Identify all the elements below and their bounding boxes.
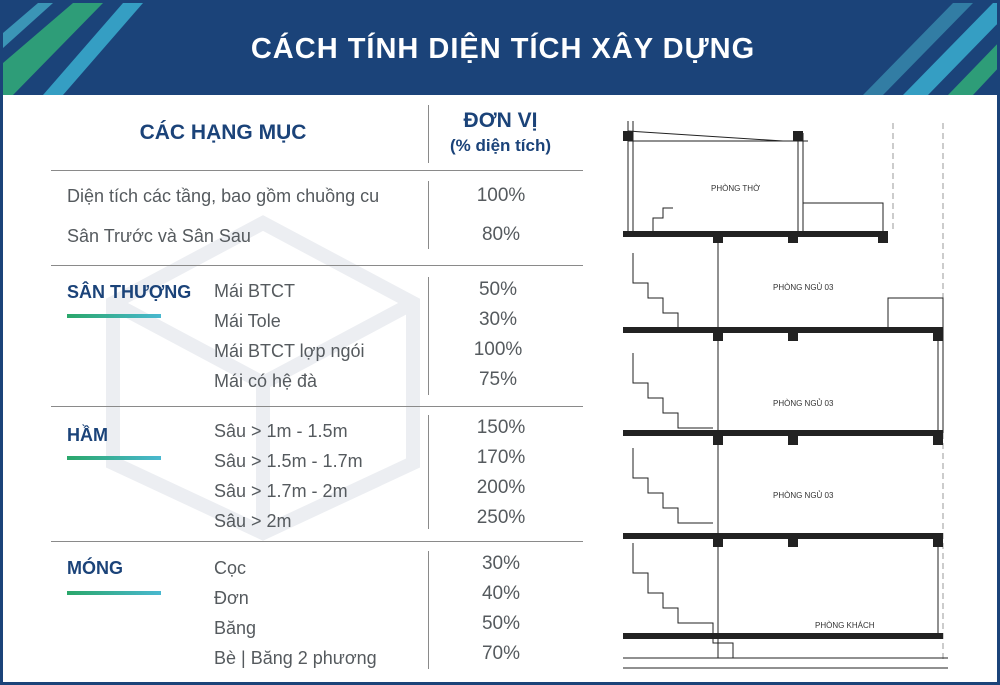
- mong-row-value: 30%: [481, 553, 521, 574]
- mong-row-label: Đơn: [214, 588, 249, 608]
- san-thuong-row-label: Mái BTCT lợp ngói: [214, 341, 365, 361]
- drawing-room-label: PHÒNG NGỦ 03: [773, 283, 834, 292]
- ham-row-label: Sâu > 1.5m - 1.7m: [214, 451, 363, 471]
- drawing-room-label: PHÒNG NGỦ 03: [773, 399, 834, 408]
- unit-column-header: ĐƠN VỊ: [463, 109, 538, 132]
- drawing-room-label: PHÒNG KHÁCH: [815, 621, 875, 630]
- san-thuong-row-value: 75%: [478, 369, 518, 390]
- column-divider-header: [428, 105, 429, 163]
- mong-row-label: Băng: [214, 618, 257, 638]
- san-thuong-row-label: Mái có hệ đà: [214, 371, 318, 391]
- items-column-header: CÁC HẠNG MỤC: [139, 121, 307, 144]
- section-title-ham: HẦM: [67, 425, 108, 445]
- section-accent-bar: [67, 591, 161, 595]
- mong-row-value: 70%: [481, 643, 521, 664]
- san-thuong-row-label: Mái Tole: [214, 311, 281, 331]
- san-thuong-separator: [51, 406, 583, 407]
- building-section-drawing: [603, 103, 963, 683]
- ham-row-label: Sâu > 2m: [214, 511, 292, 531]
- section-accent-bar: [67, 314, 161, 318]
- drawing-room-label: PHÒNG NGỦ 03: [773, 491, 834, 500]
- ham-row-label: Sâu > 1.7m - 2m: [214, 481, 348, 501]
- san-thuong-row-value: 30%: [478, 309, 518, 330]
- column-divider-ham: [428, 415, 429, 529]
- ham-row-label: Sâu > 1m - 1.5m: [214, 421, 348, 441]
- header-separator: [51, 170, 583, 171]
- section-title-mong: MÓNG: [67, 558, 123, 578]
- unit-column-subheader: (% diện tích): [449, 136, 552, 155]
- general-row-label: Sân Trước và Sân Sau: [67, 226, 251, 246]
- san-thuong-row-value: 50%: [478, 279, 518, 300]
- general-row-value: 100%: [476, 185, 526, 206]
- ham-row-value: 200%: [476, 477, 526, 498]
- drawing-room-label: PHÒNG THỜ: [711, 184, 760, 193]
- general-row-label: Diện tích các tầng, bao gồm chuồng cu: [67, 186, 380, 206]
- ham-row-value: 250%: [476, 507, 526, 528]
- title-banner: [3, 3, 1000, 95]
- mong-row-label: Bè | Băng 2 phương: [214, 648, 377, 668]
- san-thuong-row-label: Mái BTCT: [214, 281, 295, 301]
- san-thuong-row-value: 100%: [473, 339, 523, 360]
- column-divider-mong: [428, 551, 429, 669]
- ham-row-value: 150%: [476, 417, 526, 438]
- general-separator: [51, 265, 583, 266]
- ham-row-value: 170%: [476, 447, 526, 468]
- page-title: CÁCH TÍNH DIỆN TÍCH XÂY DỰNG: [250, 33, 756, 65]
- section-accent-bar: [67, 456, 161, 460]
- section-title-san-thuong: SÂN THƯỢNG: [67, 282, 192, 302]
- column-divider-general: [428, 181, 429, 249]
- mong-row-label: Cọc: [214, 558, 247, 578]
- column-divider-san-thuong: [428, 277, 429, 395]
- mong-row-value: 50%: [481, 613, 521, 634]
- general-row-value: 80%: [481, 224, 521, 245]
- ham-separator: [51, 541, 583, 542]
- mong-row-value: 40%: [481, 583, 521, 604]
